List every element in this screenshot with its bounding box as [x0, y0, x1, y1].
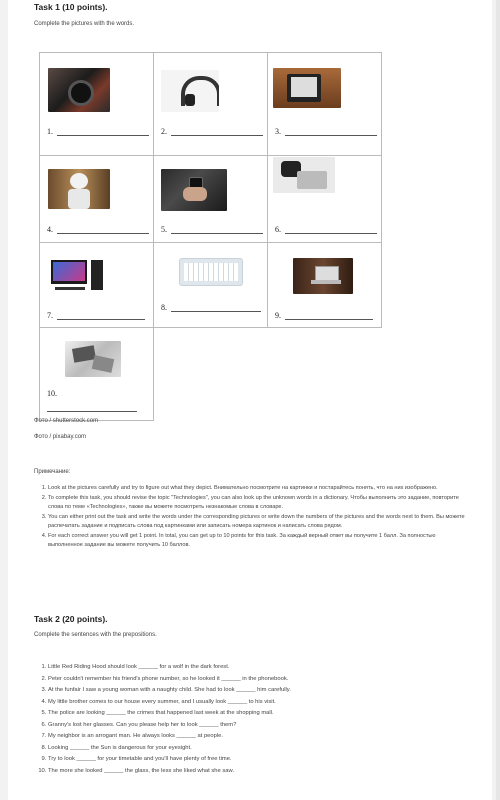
ebook-reader-photo [273, 68, 341, 108]
task2-title: Task 2 (20 points). [34, 614, 108, 624]
picture-cell-3 [268, 53, 382, 156]
photo-source-1: Фото / shutterstock.com [34, 418, 99, 424]
picture-cell-7 [40, 243, 154, 328]
sentence-list [34, 662, 468, 777]
picture-cell-6 [268, 156, 382, 243]
picture-grid [39, 52, 382, 421]
picture-number-5: 5. [161, 225, 167, 234]
picture-cell-10 [40, 328, 154, 421]
gadgets-photo [273, 157, 335, 193]
picture-number-2: 2. [161, 127, 167, 136]
keyboard-photo [179, 258, 243, 286]
picture-cell-5 [154, 156, 268, 243]
answer-line-10 [47, 411, 137, 412]
picture-number-1: 1. [47, 127, 53, 136]
sentence-item: 9. Try to look ______ for your timetable and you'll have plenty of free time. [48, 754, 468, 766]
sentence-item: 7. My neighbor is an arrogant man. He always looks ______ at people. [48, 731, 468, 743]
note-item: 4. For each correct answer you will get 1 point. In total, you can get up to 10 points for this task. За каждый верный ответ вы получите 1 балл. За полностью выполненное задание вы можете получить 10 баллов. [48, 532, 468, 550]
photo-source-2: Фото / pixabay.com [34, 434, 87, 440]
robot-photo [48, 169, 110, 209]
picture-cell-9 [268, 243, 382, 328]
page-scrollbar[interactable] [496, 0, 500, 800]
task2-instruction: Complete the sentences with the prepositions. [34, 632, 157, 638]
sentence-item: 5. The police are looking ______ the crimes that happened last week at the shopping mall. [48, 708, 468, 720]
note-heading: Примечание: [34, 469, 71, 475]
desk-devices-photo [65, 341, 121, 377]
sentence-item: 2. Peter couldn't remember his friend's phone number, so he looked it ______ in the phonebook. [48, 674, 468, 686]
sentence-item: 1. Little Red Riding Hood should look ______ for a wolf in the dark forest. [48, 662, 468, 674]
task1-instruction: Complete the pictures with the words. [34, 21, 135, 27]
sentence-item: 4. My little brother comes to our house every summer, and I usually look ______ to his visit. [48, 697, 468, 709]
task1-title: Task 1 (10 points). [34, 2, 108, 12]
picture-cell-4 [40, 156, 154, 243]
picture-number-7: 7. [47, 311, 53, 320]
sentence-item: 10. The more she looked ______ the glass, the less she liked what she saw. [48, 766, 468, 778]
picture-number-9: 9. [275, 311, 281, 320]
picture-cell-8 [154, 243, 268, 328]
note-item: 2. To complete this task, you should revise the topic "Technologies", you can also look up the unknown words in a dictionary. Чтобы выполнить это задание, повторите слова по теме «Technologies», также вы можете посмотреть незнакомые слова в словаре. [48, 494, 468, 512]
sentence-item: 6. Granny's lost her glasses. Can you please help her to look ______ them? [48, 720, 468, 732]
headphones-photo [161, 70, 219, 112]
picture-number-3: 3. [275, 127, 281, 136]
note-item: 1. Look at the pictures carefully and try to figure out what they depict. Внимательно посмотрите на картинки и постарайтесь понять, что на них изображено. [48, 484, 468, 493]
worksheet-page [8, 0, 492, 800]
picture-number-10: 10. [47, 389, 57, 398]
sentence-item: 8. Looking ______ the Sun is dangerous for your eyesight. [48, 743, 468, 755]
laptop-photo [293, 258, 353, 294]
sentence-item: 3. At the funfair I saw a young woman with a naughty child. She had to look ______ him carefully. [48, 685, 468, 697]
camera-photo [48, 68, 110, 112]
note-item: 3. You can either print out the task and write the words under the corresponding pictures or write down the numbers of the pictures and the words next to them. Вы можете распечатать задание и подписать слова под картинками или записать номера картинок и написать слова рядом. [48, 513, 468, 531]
smartphone-photo [161, 169, 227, 211]
picture-number-6: 6. [275, 225, 281, 234]
desktop-computer-photo [49, 258, 107, 292]
picture-cell-2 [154, 53, 268, 156]
note-list [34, 484, 468, 551]
picture-number-8: 8. [161, 303, 167, 312]
picture-cell-1 [40, 53, 154, 156]
picture-number-4: 4. [47, 225, 53, 234]
